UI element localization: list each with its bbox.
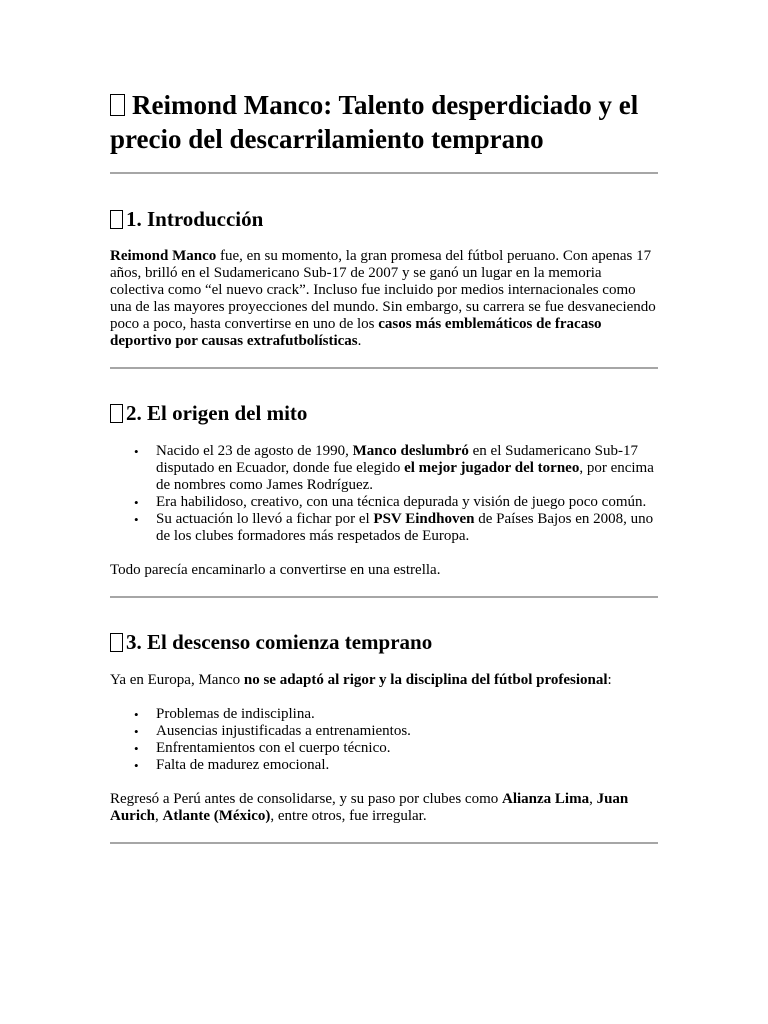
list-item-text: Nacido el 23 de agosto de 1990, [156, 443, 353, 459]
list-item: • Falta de madurez emocional. [156, 757, 658, 774]
list-item-text: Era habilidoso, creativo, con una técnica depurada y visión de juego poco común. [156, 494, 647, 510]
list-item [156, 511, 658, 545]
paragraph-text: Regresó a Perú antes de consolidarse, y su paso por clubes como [110, 791, 502, 807]
section-heading-descenso [110, 629, 658, 655]
paragraph-text: . [357, 333, 362, 349]
page-title [110, 88, 658, 156]
bold-text: Manco deslumbró [352, 443, 469, 459]
descent-bullet-list [110, 706, 658, 774]
list-item-text: en el Sudamericano Sub-17 disputado en Ecuador, donde fue elegido [156, 443, 638, 476]
bold-text: Atlante (México) [162, 808, 271, 824]
list-item [156, 443, 658, 494]
paragraph-text: , [155, 808, 163, 824]
list-item-text: , por encima de nombres como James Rodríguez. [156, 460, 654, 493]
missing-glyph-box-icon [110, 633, 123, 652]
divider [110, 842, 658, 844]
section-heading-text: 1. Introducción [126, 207, 264, 231]
list-item: • Ausencias injustificadas a entrenamientos. [156, 723, 658, 740]
bold-text: el mejor jugador del torneo [404, 460, 580, 476]
paragraph-text: Ya en Europa, Manco [110, 672, 244, 688]
section-heading-introduccion [110, 206, 658, 232]
paragraph-text: , [589, 791, 597, 807]
origin-bullet-list [110, 443, 658, 545]
descent-closing-paragraph [110, 791, 658, 825]
document-page [110, 88, 658, 844]
list-item: • Enfrentamientos con el cuerpo técnico. [156, 740, 658, 757]
descent-intro-paragraph [110, 672, 658, 689]
bold-text: Alianza Lima [502, 791, 590, 807]
paragraph-text: fue, en su momento, la gran promesa del fútbol peruano. Con apenas 17 años, brilló en el Sudamericano Sub-17 de 2007 y se ganó un lugar en la memoria colectiva como “el nuevo crack”. Incluso fue incluido por medios internacionales como una de las mayores proyecciones del mundo. Sin embargo, su carrera se fue desvaneciendo poco a poco, hasta convertirse en uno de los [110, 248, 656, 332]
intro-paragraph [110, 248, 658, 350]
section-heading-origen [110, 400, 658, 426]
section-heading-text: 2. El origen del mito [126, 401, 308, 425]
list-item [156, 494, 658, 511]
page-title-text: Reimond Manco: Talento desperdiciado y el precio del descarrilamiento temprano [110, 90, 639, 154]
bold-text: casos más emblemáticos de fracaso deportivo por causas extrafutbolísticas [110, 316, 602, 349]
missing-glyph-box-icon [110, 94, 125, 116]
missing-glyph-box-icon [110, 210, 123, 229]
bold-text: Reimond Manco [110, 248, 217, 264]
list-item-text: de Países Bajos en 2008, uno de los clubes formadores más respetados de Europa. [156, 511, 654, 544]
paragraph-text: , entre otros, fue irregular. [270, 808, 427, 824]
divider [110, 367, 658, 369]
bold-text: PSV Eindhoven [373, 511, 475, 527]
bold-text: no se adaptó al rigor y la disciplina del fútbol profesional [243, 672, 608, 688]
divider [110, 596, 658, 598]
paragraph-text: : [607, 672, 612, 688]
origin-closing-paragraph: Todo parecía encaminarlo a convertirse en una estrella. [110, 562, 441, 578]
missing-glyph-box-icon [110, 404, 123, 423]
bold-text: Juan Aurich [110, 791, 629, 824]
list-item-text: Su actuación lo llevó a fichar por el [156, 511, 374, 527]
list-item: • Problemas de indisciplina. [156, 706, 658, 723]
divider [110, 172, 658, 174]
section-heading-text: 3. El descenso comienza temprano [126, 630, 433, 654]
